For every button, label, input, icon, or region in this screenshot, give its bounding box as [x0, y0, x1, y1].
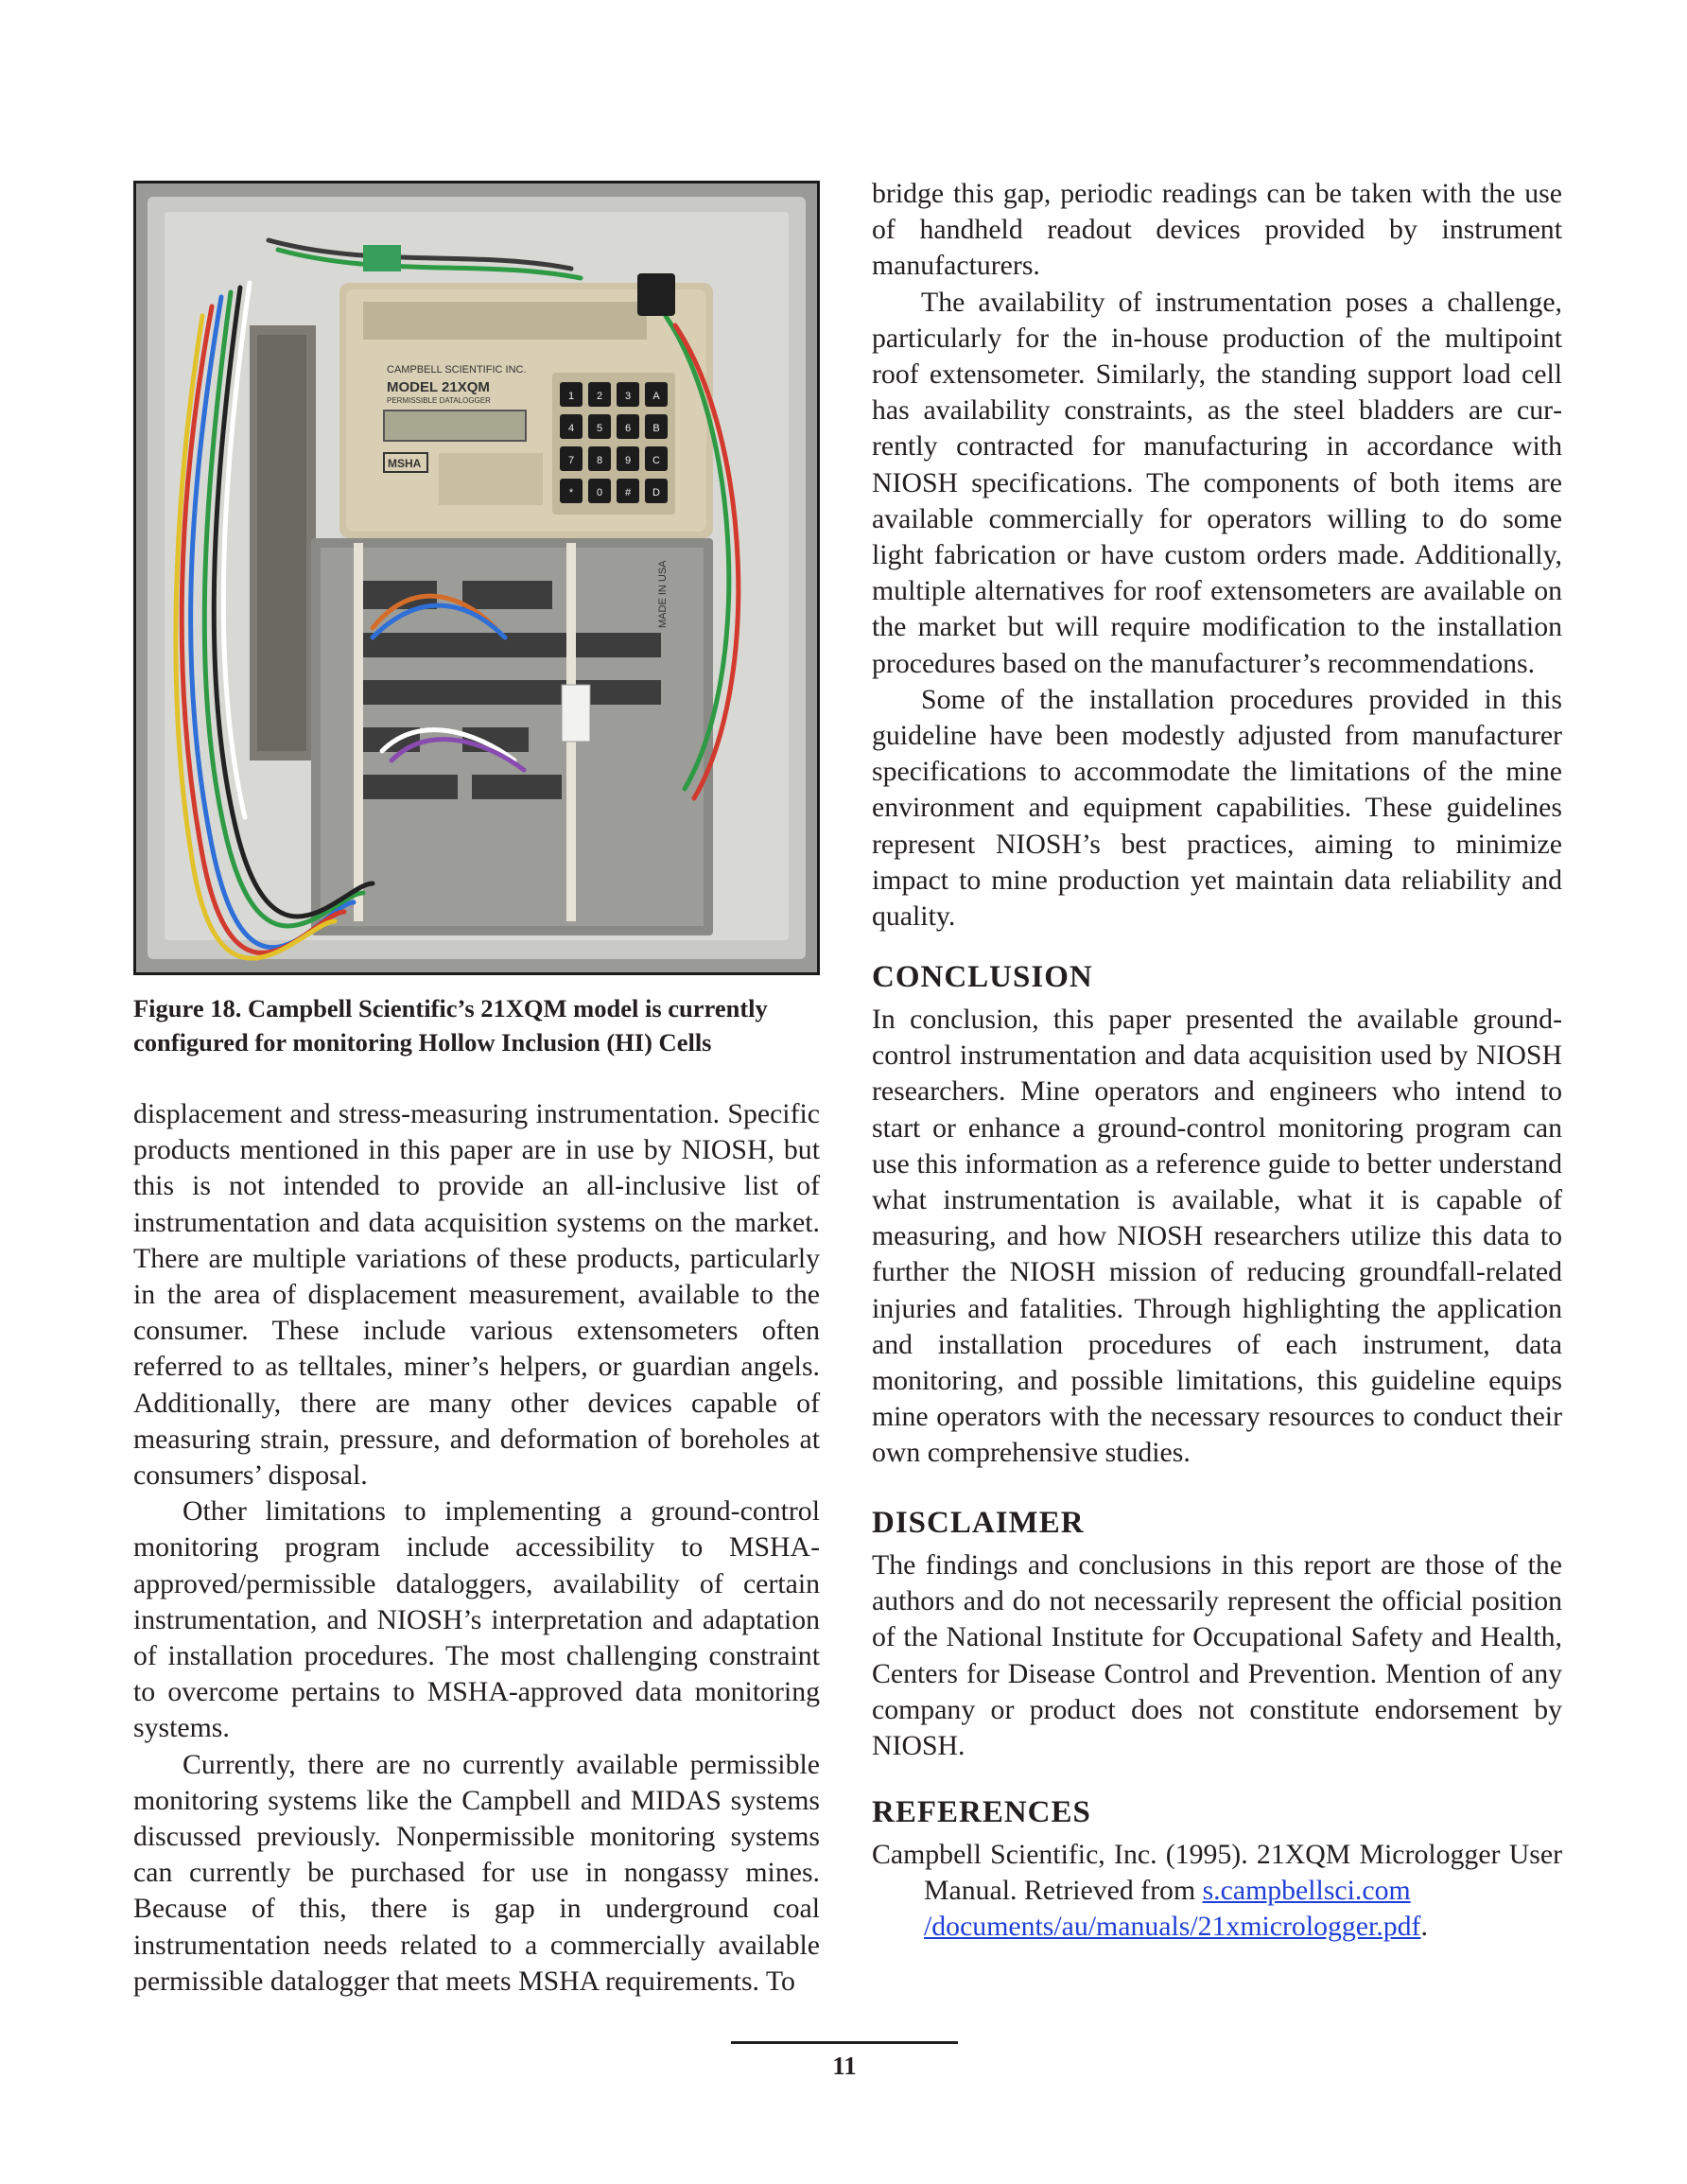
disclaimer-section	[872, 1504, 1562, 1764]
reference-link-part-1: s.campbellsci.com	[1202, 1875, 1411, 1907]
right-paragraph-1: bridge this gap, periodic readings can be taken with the use of handheld readout devices provided by instrument manufacturers.	[872, 178, 1562, 282]
right-paragraph-3: Some of the installation procedures provided in this guideline have been modestly adjusted from manufacturer specifications to accommodate the limitations of the mine environment and equipment capabilities. These guidelines represent NIOSH’s best practices, aiming to minimize impact to mine production yet maintain data reliability and quality.	[872, 683, 1562, 933]
keypad-key-label: 9	[624, 455, 632, 466]
reference-text: Campbell Scientific, Inc. (1995). 21XQM Micrologger User Manual. Retrieved from	[872, 1839, 1562, 1907]
disclaimer-text: The findings and conclusions in this report are those of the authors and do not necessarily represent the official position of the National Institute for Occupational Safety and Health, Centers for Disease Control and Prevention. Mention of any company or product does not constitute endorsement by NIOSH.	[872, 1549, 1562, 1762]
keypad-key-label: C	[652, 455, 660, 466]
device-made-in-label: MADE IN USA	[657, 560, 669, 628]
left-column	[133, 1096, 820, 2000]
device-msha-label: MSHA	[388, 457, 422, 470]
right-paragraph-2: The availability of instrumentation poses a challenge, particularly for the in-house production of the multipoint roof extensometer. Similarly, the standing support load cell has availability constraints, as the steel bladders are currently contracted for manufacturing in accordance with NIOSH specifications. The components of both items are available commercially for operators willing to do some light fabrication or have custom orders made. Additionally, multiple alternatives for roof extensometers are available on the market but will require modification to the installation procedures based on the manufacturer’s recommendations.	[872, 286, 1562, 679]
keypad-key-label: 0	[596, 487, 603, 498]
figure-caption: Figure 18. Campbell Scientific’s 21XQM model is currently configured for monitoring Hollow Inclusion (HI) Cells	[133, 994, 768, 1057]
keypad-key-label: 6	[624, 423, 632, 434]
conclusion-heading: CONCLUSION	[872, 960, 1093, 994]
keypad-key-label: 1	[567, 391, 575, 402]
references-section	[872, 1793, 1562, 1946]
footer-rule	[731, 2041, 958, 2044]
figure-photo	[133, 181, 820, 975]
references-heading: REFERENCES	[872, 1795, 1091, 1829]
reference-trailing: .	[1420, 1911, 1428, 1943]
right-column	[872, 176, 1562, 935]
conclusion-text: In conclusion, this paper presented the available ground-control instrumentation and data acquisition used by NIOSH researchers. Mine operators and engineers who intend to start or enhance a ground-control monitoring program can use this information as a reference guide to better understand what instrumentation is available, what it is capable of measuring, and how NIOSH researchers utilize this data to further the NIOSH mission of reducing groundfall-related injuries and fatalities. Through highlighting the application and installation procedures of each instrument, data monitoring, and possible limitations, this guideline equips mine operators with the necessary resources to conduct their own comprehensive studies.	[872, 1004, 1562, 1469]
conclusion-section	[872, 958, 1562, 1472]
page-number: 11	[832, 2052, 857, 2080]
keypad-key-label: 2	[596, 391, 603, 402]
keypad-key-label: 5	[596, 423, 603, 434]
left-paragraph-1: displacement and stress-measuring instrumentation. Specific products mentioned in this paper are in use by NIOSH, but this is not intended to provide an all-inclusive list of instrumentation and data acquisition systems on the market. There are multiple variations of these products, particularly in the area of displacement measurement, available to the consumer. These include various extensometers often referred to as telltales, miner’s helpers, or guardian angels. Additionally, there are many other devices capable of measuring strain, pressure, and deformation of boreholes at consumers’ disposal.	[133, 1098, 820, 1492]
keypad-key-label: 4	[567, 423, 575, 434]
disclaimer-heading: DISCLAIMER	[872, 1506, 1085, 1540]
reference-item	[872, 1837, 1562, 1946]
keypad-key-label: *	[568, 487, 574, 498]
keypad-key-label: #	[624, 487, 632, 498]
left-paragraph-2: Other limitations to implementing a ground-control monitoring program include accessibility to MSHA-approved/permissible dataloggers, availability of certain instrumentation, and NIOSH’s interpretation and adaptation of installation procedures. The most challenging constraint to overcome pertains to MSHA-approved data monitoring systems.	[133, 1495, 820, 1744]
reference-link-part-2: /documents/au/manuals/21xmicrologger.pdf	[924, 1911, 1421, 1943]
keypad-key-label: A	[652, 391, 660, 402]
device-maker-label: CAMPBELL SCIENTIFIC INC.	[387, 364, 527, 376]
device-model-label: MODEL 21XQM	[387, 379, 490, 395]
keypad-key-label: 3	[624, 391, 632, 402]
keypad-key-label: B	[652, 423, 660, 434]
keypad-key-label: D	[652, 487, 660, 498]
keypad-key-label: 7	[567, 455, 575, 466]
keypad-key-label: 8	[596, 455, 603, 466]
device-subtitle-label: PERMISSIBLE DATALOGGER	[387, 396, 491, 405]
datalogger-photo-illustration	[136, 183, 817, 972]
left-paragraph-3: Currently, there are no currently available permissible monitoring systems like the Campbell and MIDAS systems discussed previously. Nonpermissible monitoring systems can currently be purchased for use in nongassy mines. Because of this, there is gap in underground coal instrumentation needs related to a commercially available permissible datalogger that meets MSHA requirements. To	[133, 1748, 820, 1997]
